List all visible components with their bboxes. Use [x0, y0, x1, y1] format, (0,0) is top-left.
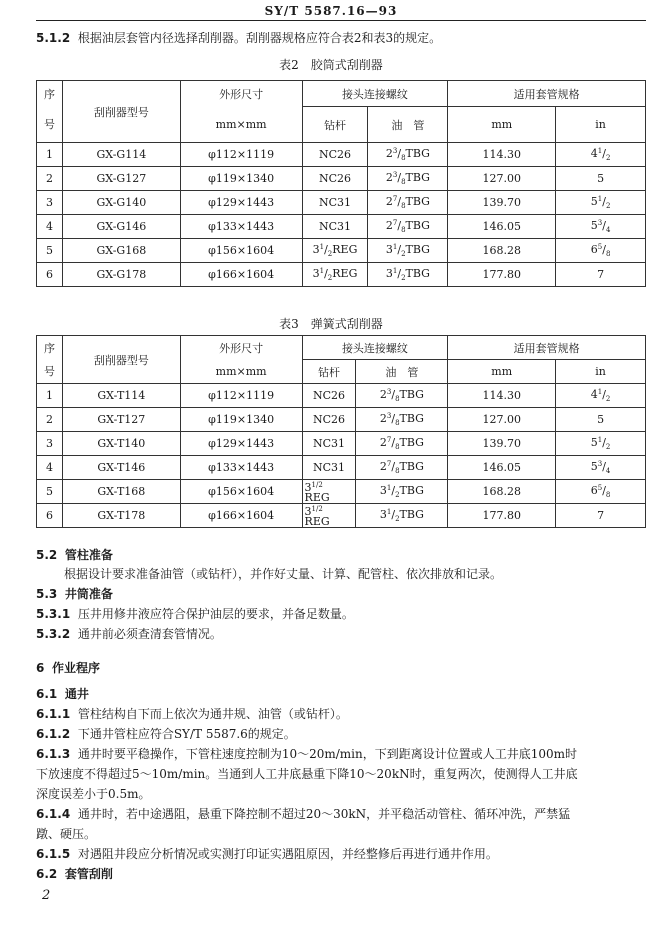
cell-mm: 114.30	[448, 143, 556, 167]
section-text: 通井时，若中途遇阻，悬重下降控制不超过20～30kN，并平稳活动管柱、循环冲洗，严禁猛	[77, 807, 571, 821]
cell-mm: 177.80	[448, 504, 556, 528]
header-in: in	[556, 107, 646, 143]
cell-rod: NC31	[302, 191, 368, 215]
cell-model: GX-G178	[62, 263, 180, 287]
header-casing: 适用套管规格	[448, 81, 646, 107]
cell-rod: NC31	[302, 432, 356, 456]
cell-model: GX-G146	[62, 215, 180, 239]
cell-model: GX-T140	[62, 432, 180, 456]
cell-mm: 127.00	[448, 408, 556, 432]
section-title: 作业程序	[52, 661, 101, 675]
section-text: 下通井管柱应符合SY/T 5587.6的规定。	[77, 727, 296, 741]
header-seq-bottom: 号	[37, 360, 63, 384]
section-text: 通井时要平稳操作，下管柱速度控制为10～20m/min，下到距离设计位置或人工井底100m时	[77, 747, 578, 761]
section-text: 对遇阻井段应分析情况或实测打印证实遇阻原因，并经整修后再进行通井作用。	[77, 847, 498, 861]
cell-seq: 2	[37, 408, 63, 432]
section-number: 6.1.5	[36, 847, 71, 861]
section-number: 5.3.2	[36, 627, 71, 641]
table3-caption: 表3 弹簧式刮削器	[279, 317, 383, 331]
table-row	[37, 167, 646, 191]
table-row	[37, 215, 646, 239]
cell-tubing: $2^7/_8TBG$	[356, 432, 448, 456]
section-5-2	[36, 547, 113, 563]
section-6-1-2	[36, 726, 296, 742]
header-dim: 外形尺寸	[180, 81, 302, 107]
cell-seq: 6	[37, 263, 63, 287]
cell-seq: 1	[37, 384, 63, 408]
cell-model: GX-T178	[62, 504, 180, 528]
para-5-1-2	[36, 30, 441, 46]
cell-rod: $3^1/_2REG$	[302, 239, 368, 263]
cell-in: 5	[556, 408, 646, 432]
header-seq-top: 序	[37, 81, 63, 107]
doc-header: SY/T 5587.16—93	[264, 4, 398, 18]
section-number: 6.1.3	[36, 747, 71, 761]
section-6	[36, 660, 100, 676]
cell-rod: NC26	[302, 143, 368, 167]
table3	[36, 335, 646, 528]
para-number: 5.1.2	[36, 31, 71, 45]
cell-mm: 168.28	[448, 480, 556, 504]
para-text: 根据油层套管内径选择刮削器。刮削器规格应符合表2和表3的规定。	[77, 31, 442, 45]
section-number: 6	[36, 661, 45, 675]
cell-tubing: $2^3/_8TBG$	[368, 167, 448, 191]
section-text: 压井用修井液应符合保护油层的要求，并备足数量。	[77, 607, 354, 621]
header-tubing: 油 管	[356, 360, 448, 384]
cell-tubing: $2^7/_8TBG$	[356, 456, 448, 480]
cell-rod: NC26	[302, 384, 356, 408]
header-casing: 适用套管规格	[448, 336, 646, 360]
table2-caption: 表2 胶筒式刮削器	[279, 58, 383, 72]
cell-model: GX-T127	[62, 408, 180, 432]
table-row	[37, 408, 646, 432]
cell-in: $5^3/_4$	[556, 456, 646, 480]
section-title: 井筒准备	[64, 587, 113, 601]
header-rod: 钻杆	[302, 107, 368, 143]
cell-model: GX-G140	[62, 191, 180, 215]
cell-in: $4^1/_2$	[556, 143, 646, 167]
cell-rod: $3^1/_2REG$	[302, 263, 368, 287]
cell-dim: φ156×1604	[180, 480, 302, 504]
cell-seq: 5	[37, 480, 63, 504]
cell-rod: NC31	[302, 215, 368, 239]
cell-dim: φ119×1340	[180, 408, 302, 432]
section-number: 5.3.1	[36, 607, 71, 621]
section-6-1-4-line2: 蹾、硬压。	[36, 827, 97, 841]
header-tubing: 油 管	[368, 107, 448, 143]
cell-in: $6^5/_8$	[556, 480, 646, 504]
header-seq-bottom: 号	[37, 107, 63, 143]
header-mm: mm	[448, 107, 556, 143]
section-number: 6.1.1	[36, 707, 71, 721]
cell-rod: NC31	[302, 456, 356, 480]
cell-in: 7	[556, 263, 646, 287]
section-6-1	[36, 686, 89, 702]
table-row	[37, 191, 646, 215]
cell-model: GX-G114	[62, 143, 180, 167]
section-5-3-1	[36, 606, 354, 622]
cell-mm: 139.70	[448, 432, 556, 456]
section-6-1-1	[36, 706, 348, 722]
cell-dim: φ129×1443	[180, 432, 302, 456]
cell-model: GX-T146	[62, 456, 180, 480]
header-mm: mm	[448, 360, 556, 384]
table-row	[37, 432, 646, 456]
cell-seq: 5	[37, 239, 63, 263]
cell-mm: 127.00	[448, 167, 556, 191]
section-text: 通井前必须查清套管情况。	[77, 627, 222, 641]
cell-seq: 3	[37, 191, 63, 215]
cell-seq: 1	[37, 143, 63, 167]
cell-dim: φ156×1604	[180, 239, 302, 263]
table-row	[37, 239, 646, 263]
cell-dim: φ166×1604	[180, 504, 302, 528]
section-number: 5.2	[36, 548, 58, 562]
cell-tubing: $2^7/_8TBG$	[368, 191, 448, 215]
cell-seq: 4	[37, 456, 63, 480]
cell-tubing: $2^3/_8TBG$	[368, 143, 448, 167]
cell-model: GX-T168	[62, 480, 180, 504]
cell-seq: 4	[37, 215, 63, 239]
cell-seq: 2	[37, 167, 63, 191]
header-in: in	[556, 360, 646, 384]
table2	[36, 80, 646, 287]
cell-in: 7	[556, 504, 646, 528]
header-thread: 接头连接螺纹	[302, 81, 448, 107]
cell-mm: 177.80	[448, 263, 556, 287]
section-number: 6.1.4	[36, 807, 71, 821]
cell-dim: φ133×1443	[180, 215, 302, 239]
cell-dim: φ166×1604	[180, 263, 302, 287]
section-title: 套管刮削	[64, 867, 113, 881]
cell-rod: NC26	[302, 167, 368, 191]
section-5-2-text: 根据设计要求准备油管（或钻杆），并作好丈量、计算、配管柱、依次排放和记录。	[64, 567, 503, 581]
cell-rod: $3^{1/2}$ REG	[302, 480, 356, 504]
header-model: 刮削器型号	[62, 81, 180, 143]
cell-tubing: $2^3/_8TBG$	[356, 408, 448, 432]
section-number: 6.2	[36, 867, 58, 881]
cell-rod: NC26	[302, 408, 356, 432]
cell-mm: 139.70	[448, 191, 556, 215]
table-row	[37, 263, 646, 287]
header-dim-unit: mm×mm	[180, 360, 302, 384]
cell-rod: $3^{1/2}$ REG	[302, 504, 356, 528]
section-6-1-4	[36, 806, 570, 822]
table-row	[37, 480, 646, 504]
cell-mm: 168.28	[448, 239, 556, 263]
page-number: 2	[42, 888, 51, 903]
cell-mm: 114.30	[448, 384, 556, 408]
table-row	[37, 384, 646, 408]
cell-dim: φ112×1119	[180, 143, 302, 167]
table-row	[37, 143, 646, 167]
section-number: 5.3	[36, 587, 58, 601]
cell-mm: 146.05	[448, 215, 556, 239]
section-number: 6.1.2	[36, 727, 71, 741]
table-row	[37, 456, 646, 480]
section-title: 通井	[64, 687, 89, 701]
cell-seq: 6	[37, 504, 63, 528]
section-5-3	[36, 586, 113, 602]
section-text: 管柱结构自下而上依次为通井规、油管（或钻杆）。	[77, 707, 348, 721]
cell-in: $6^5/_8$	[556, 239, 646, 263]
section-6-1-5	[36, 846, 498, 862]
section-6-1-3-line3: 深度误差小于0.5m。	[36, 787, 151, 801]
cell-in: $5^1/_2$	[556, 191, 646, 215]
cell-tubing: $2^7/_8TBG$	[368, 215, 448, 239]
cell-in: 5	[556, 167, 646, 191]
header-dim-unit: mm×mm	[180, 107, 302, 143]
header-seq-top: 序	[37, 336, 63, 360]
cell-dim: φ133×1443	[180, 456, 302, 480]
cell-dim: φ119×1340	[180, 167, 302, 191]
cell-tubing: $3^1/_2TBG$	[356, 504, 448, 528]
section-6-1-3-line2: 下放速度不得超过5～10m/min。当通到人工井底悬重下降10～20kN时，重复两次，使测得人工井底	[36, 767, 578, 781]
table-row	[37, 504, 646, 528]
section-number: 6.1	[36, 687, 58, 701]
section-6-2	[36, 866, 113, 882]
cell-in: $5^3/_4$	[556, 215, 646, 239]
cell-in: $5^1/_2$	[556, 432, 646, 456]
section-6-1-3	[36, 746, 577, 762]
cell-tubing: $2^3/_8TBG$	[356, 384, 448, 408]
cell-tubing: $3^1/_2TBG$	[368, 239, 448, 263]
header-model: 刮削器型号	[62, 336, 180, 384]
section-title: 管柱准备	[64, 548, 113, 562]
cell-dim: φ129×1443	[180, 191, 302, 215]
cell-model: GX-T114	[62, 384, 180, 408]
cell-model: GX-G127	[62, 167, 180, 191]
cell-seq: 3	[37, 432, 63, 456]
header-rod: 钻杆	[302, 360, 356, 384]
cell-tubing: $3^1/_2TBG$	[368, 263, 448, 287]
cell-model: GX-G168	[62, 239, 180, 263]
header-thread: 接头连接螺纹	[302, 336, 448, 360]
header-rule	[36, 20, 646, 21]
cell-in: $4^1/_2$	[556, 384, 646, 408]
header-dim: 外形尺寸	[180, 336, 302, 360]
section-5-3-2	[36, 626, 222, 642]
cell-dim: φ112×1119	[180, 384, 302, 408]
cell-mm: 146.05	[448, 456, 556, 480]
cell-tubing: $3^1/_2TBG$	[356, 480, 448, 504]
